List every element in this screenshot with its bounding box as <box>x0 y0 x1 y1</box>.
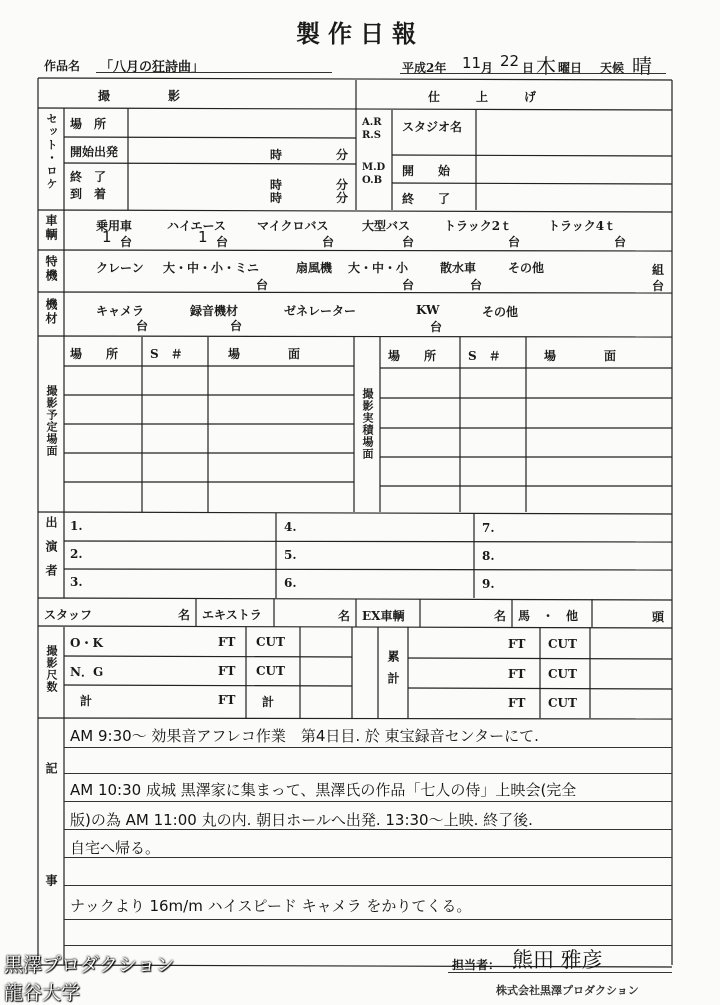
footage-total: 計 <box>80 694 93 708</box>
kw-unit: 台 <box>430 320 443 334</box>
footage-ok: O・K <box>70 636 103 650</box>
ok-cut: CUT <box>256 635 285 649</box>
actual-scenes-label: 撮影実積場面 <box>361 388 374 460</box>
ng-ft: FT <box>218 664 236 678</box>
vehicle-sedan: 乗用車 <box>96 219 133 233</box>
sedan-unit: 台 <box>120 235 133 249</box>
month-unit: 月 <box>481 61 494 75</box>
arrive-min-label: 分 <box>336 191 349 205</box>
era-label: 平成2年 <box>402 61 447 75</box>
day-value: 22 <box>500 52 520 70</box>
total-cut-sum: 計 <box>262 695 275 709</box>
vehicle-microbus: マイクロバス <box>257 219 329 233</box>
hiace-count: 1 <box>198 228 208 246</box>
cum-ok-cut: CUT <box>548 637 577 651</box>
row-arrive: 到 着 <box>70 187 107 201</box>
row-location: 場 所 <box>70 117 107 131</box>
water-unit: 台 <box>470 278 483 292</box>
note-line-1: AM 9:30〜 効果音アフレコ作業 第4日目. 於 東宝録音センターにて. <box>70 727 539 745</box>
horse-unit: 頭 <box>652 610 665 624</box>
work-label: 作品名 <box>44 59 81 73</box>
cast-1: 1. <box>70 519 83 533</box>
actual-col-place: 場 所 <box>388 349 437 363</box>
md-ob-label: M.D O.B <box>362 162 386 186</box>
vehicles-label: 車輌 <box>44 214 58 242</box>
sound-unit: 台 <box>230 319 243 333</box>
note-line-3: 版)の為 AM 11:00 丸の内. 朝日ホールへ出発. 13:30〜上映. 終了後. <box>70 811 533 829</box>
end-min-label: 分 <box>336 178 349 192</box>
footage-label: 撮影尺数 <box>45 645 58 693</box>
bus-unit: 台 <box>402 235 415 249</box>
hiace-unit: 台 <box>216 235 229 249</box>
cast-2: 2. <box>70 547 83 561</box>
person-label: 担当者： <box>452 958 501 972</box>
start-min-label: 分 <box>336 148 349 162</box>
cum-ng-cut: CUT <box>548 667 577 681</box>
arrive-hour-label: 時 <box>270 191 283 205</box>
cast-5: 5. <box>284 548 297 562</box>
water-label: 散水車 <box>440 261 477 275</box>
sedan-count: 1 <box>102 228 112 246</box>
ng-cut: CUT <box>256 664 285 678</box>
fan-unit: 台 <box>402 278 415 292</box>
sound-label: 録音機材 <box>190 304 239 318</box>
ar-rs-label: A.R R.S <box>362 117 382 141</box>
special-other-label: その他 <box>508 261 545 275</box>
footage-ng: N．G <box>70 665 104 679</box>
crane-sizes: 大・中・小・ミニ <box>163 261 260 275</box>
planned-col-scene-no: S ＃ <box>150 347 183 361</box>
cast-6: 6. <box>284 576 297 590</box>
kw-label: KW <box>416 303 440 317</box>
watermark-owner: 黒澤プロダクション <box>4 954 175 976</box>
weekday-unit: 曜日 <box>558 61 583 75</box>
date-rule <box>400 73 666 74</box>
cast-7: 7. <box>482 521 495 535</box>
person-rule <box>448 972 672 973</box>
weekday-value: 木 <box>536 54 556 78</box>
note-rule-1 <box>64 747 672 748</box>
generator-label: ゼネレーター <box>284 304 357 318</box>
special-label: 特機 <box>44 255 58 283</box>
camera-unit: 台 <box>136 319 149 333</box>
person-name: 熊田 雅彦 <box>512 948 603 972</box>
vehicle-bus: 大型バス <box>362 219 411 233</box>
cast-9: 9. <box>482 577 495 591</box>
ex-car-unit: 名 <box>494 609 507 623</box>
cast-4: 4. <box>284 520 297 534</box>
cumulative-label: 累計 <box>386 650 400 694</box>
cast-8: 8. <box>482 549 495 563</box>
ok-ft: FT <box>218 635 236 649</box>
extra-label: エキストラ <box>202 608 262 622</box>
watermark-archive: 龍谷大学 <box>4 982 81 1004</box>
actual-col-scene: 場 面 <box>544 349 617 363</box>
fan-sizes: 大・中・小 <box>348 261 409 275</box>
weather-value: 晴 <box>632 54 652 78</box>
set-loca-label: セット・ロケ <box>45 113 58 191</box>
crane-unit: 台 <box>256 278 269 292</box>
cum-ok-ft: FT <box>508 637 526 651</box>
total-ft: FT <box>218 693 236 707</box>
month-value: 11 <box>462 54 482 72</box>
equipment-other-label: その他 <box>482 305 519 319</box>
vehicle-truck-4t: トラック4ｔ <box>548 219 617 233</box>
truck4t-unit: 台 <box>614 235 627 249</box>
note-rule-6 <box>64 885 672 886</box>
actual-col-scene-no: S ＃ <box>468 349 501 363</box>
ex-car-label: EX車輌 <box>362 609 405 623</box>
vehicle-hiace: ハイエース <box>167 219 226 233</box>
note-line-2: AM 10:30 成城 黒澤家に集まって、黒澤氏の作品「七人の侍」上映会(完全 <box>70 781 577 799</box>
end-hour-label: 時 <box>270 178 283 192</box>
fan-label: 扇風機 <box>296 261 333 275</box>
extra-unit: 名 <box>338 609 351 623</box>
truck2t-unit: 台 <box>508 235 521 249</box>
staff-unit: 名 <box>178 608 191 622</box>
planned-col-place: 場 所 <box>70 347 119 361</box>
vehicle-truck-2t: トラック2ｔ <box>444 219 513 233</box>
cum-total-ft: FT <box>508 696 526 710</box>
studio-label: スタジオ名 <box>402 120 463 134</box>
weather-label: 天候 <box>600 61 625 75</box>
note-line-4: 自宅へ帰る。 <box>70 839 161 857</box>
note-rule-7 <box>64 919 672 920</box>
notes-label: 記事 <box>44 762 58 986</box>
note-line-5: ナックより 16m/m ハイスピード キャメラ をかりてくる。 <box>70 897 472 915</box>
note-rule-3 <box>64 801 672 802</box>
finish-end-label: 終 了 <box>402 192 451 206</box>
finish-start-label: 開 始 <box>402 164 451 178</box>
microbus-unit: 台 <box>322 235 335 249</box>
cum-total-cut: CUT <box>548 696 577 710</box>
shooting-header: 撮 影 <box>98 89 183 103</box>
row-start: 開始出発 <box>70 145 119 159</box>
report-title: 製作日報 <box>296 19 424 48</box>
cast-3: 3. <box>70 575 83 589</box>
row-end: 終 了 <box>70 170 107 184</box>
start-hour-label: 時 <box>270 148 283 162</box>
cum-ng-ft: FT <box>508 667 526 681</box>
work-title-rule <box>96 72 332 73</box>
staff-label: スタッフ <box>44 608 93 622</box>
special-set-unit: 組 <box>652 263 665 277</box>
crane-label: クレーン <box>96 261 144 275</box>
day-unit: 日 <box>522 61 535 75</box>
finish-header: 仕 上 げ <box>428 90 537 104</box>
company-stamp: 株式会社黒澤プロダクション <box>496 984 639 997</box>
planned-scenes-label: 撮影予定場面 <box>45 385 58 457</box>
planned-col-scene: 場 面 <box>228 347 301 361</box>
note-rule-2 <box>64 773 672 774</box>
camera-label: キャメラ <box>96 304 145 318</box>
cast-label: 出演者 <box>44 516 58 588</box>
special-other-unit: 台 <box>652 279 665 293</box>
work-title: 「八月の狂詩曲」 <box>100 60 205 75</box>
horse-label: 馬 ・ 他 <box>518 609 579 623</box>
equipment-label: 機材 <box>44 298 58 326</box>
